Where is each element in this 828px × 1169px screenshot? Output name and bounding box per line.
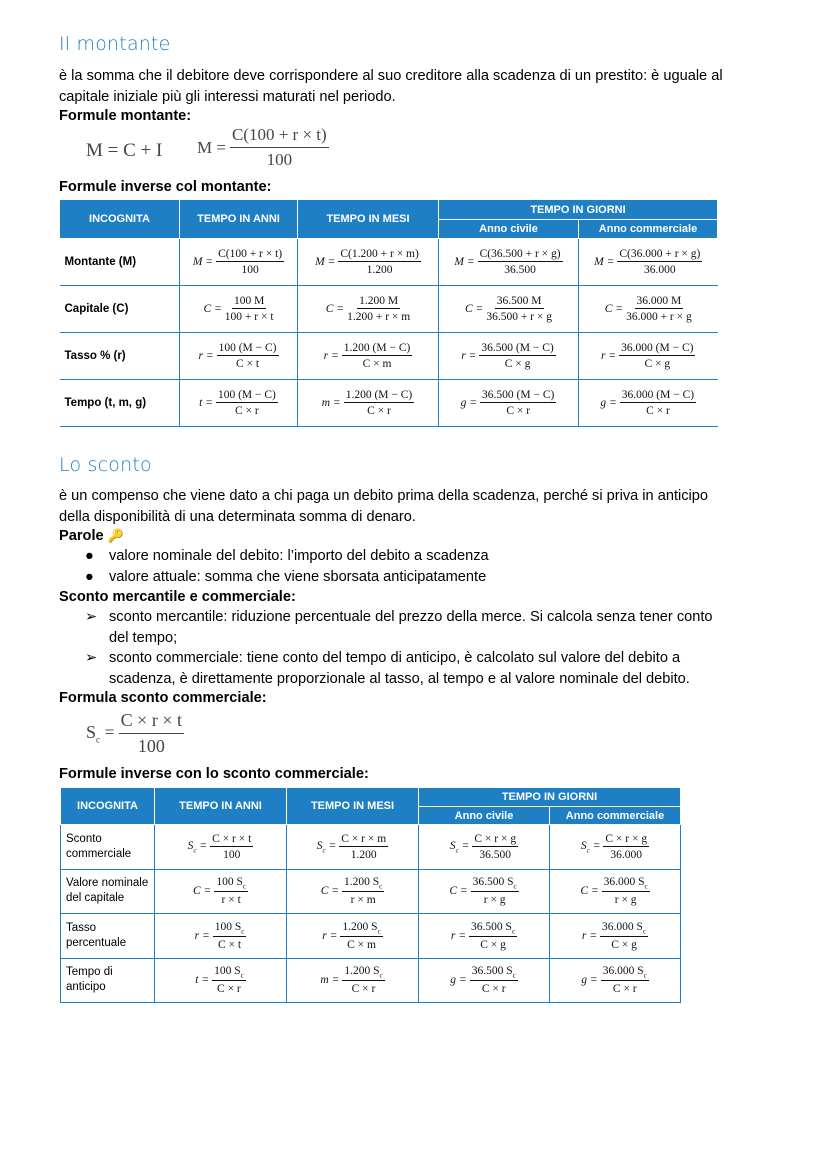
table-row [61,869,681,914]
merc-list [85,607,729,689]
formula-den: r × g [614,894,637,907]
formula-den: C × t [236,358,260,370]
table-montante [59,199,718,427]
formula-frac [469,921,517,951]
formula-lhs: $S_c$ = [449,839,470,854]
inverse-montante-label: Formule inverse col montante: [59,179,272,195]
formula-frac [216,248,284,276]
formula-num: 36.500 $S_c$ [472,876,517,891]
formula-lhs: r = [323,350,339,362]
formula [193,876,248,906]
row-label [61,869,155,914]
formula [324,342,413,370]
formula-num: 100 (M − C) [217,389,276,401]
parole-text: Parole [59,528,104,544]
formula-lhs: $S_c$ = [316,839,337,854]
formula-sconto [86,710,184,757]
formula-cell [287,825,419,870]
formula-num: 1.200 (M − C) [343,342,411,354]
formula-cell [180,286,298,333]
formula-lhs: m = [320,974,340,987]
table-row [61,825,681,870]
formula-num: C × r × t [212,832,252,845]
formula-cell [180,380,298,427]
formula [199,389,278,417]
formula-den: 100 [241,264,259,276]
formula [326,295,410,323]
th-mesi: TEMPO IN MESI [298,200,439,239]
table-row [60,286,718,333]
formula-frac [342,965,384,995]
formula [594,248,702,276]
formula-cell [439,286,579,333]
th-anno-civile: Anno civile [439,220,579,239]
formula-lhs: $S_c$ = [580,839,601,854]
formula-lhs: C = [325,303,345,315]
table-row [61,958,681,1003]
formula-lhs: r = [581,929,598,942]
formula-num: 36.500 M [496,295,542,307]
th-incognita: INCOGNITA [61,788,155,825]
formula-cell [579,380,718,427]
formula-frac [212,965,246,995]
formula [198,342,278,370]
formula-cell [287,958,419,1003]
formula [465,295,552,323]
formula-den: 36.500 [504,264,536,276]
row-label: Capitale (C) [60,286,180,333]
formula [321,876,385,906]
section-title-sconto: Lo sconto [59,454,152,476]
formula-cell [419,825,550,870]
table-row [60,380,718,427]
formula-cell [155,958,287,1003]
formula-den: C × r [367,405,391,417]
formula [203,295,273,323]
bullet-icon: ● [85,548,94,564]
formula-frac [340,921,382,951]
formula-num: C(100 + r × t) [230,125,329,148]
formula-num: 36.000 $S_c$ [603,876,648,891]
formula-lhs: C = [320,885,340,898]
formula-cell [579,333,718,380]
key-icon: 🔑 [107,528,124,543]
formula-frac [344,389,415,417]
formule-montante-label: Formule montante: [59,108,192,124]
th-anno-commerciale: Anno commerciale [579,220,718,239]
formula-num: 1.200 $S_c$ [344,876,383,891]
row-label-line: anticipo [66,981,106,994]
formula-den: 100 [137,736,165,756]
formula-frac [470,965,518,995]
formula-den: C × r [481,983,506,996]
formula-cell [180,333,298,380]
formula-lhs: M = [454,256,475,268]
formula [605,295,692,323]
th-anno-civile: Anno civile [419,807,550,825]
formula-num: C(36.500 + r × g) [479,248,561,260]
formula-den: 100 [223,848,241,861]
formula [188,833,254,861]
formula-num: C × r × g [605,832,648,845]
table-sconto [60,787,681,1003]
formula [450,833,518,861]
formula-den: 1.200 [366,264,393,276]
formula-num: 100 $S_c$ [216,876,246,891]
formula-num: C(100 + r × t) [218,248,283,260]
formula-den: C × r [351,983,376,996]
formula-num: 1.200 (M − C) [345,389,413,401]
formula-num: C(36.000 + r × g) [619,248,701,260]
formula-lhs: r = [194,929,210,942]
formula-den: 1.200 + r × m [347,311,411,323]
formula [195,965,245,995]
formula-num: 36.000 M [636,295,682,307]
formula-lhs: r = [461,350,477,362]
montante-intro: è la somma che il debitore deve corrispondere al suo creditore alla scadenza di un prestito: è uguale al capitale iniziale più gli interessi maturati nel periodo. [59,68,723,105]
row-label: Tempo (t, m, g) [60,380,180,427]
formula-cell [419,914,550,959]
row-label-line: del capitale [66,892,125,905]
th-anni: TEMPO IN ANNI [180,200,298,239]
formula-lhs: g = [600,397,617,409]
formula [580,876,649,906]
formula-cell [439,239,579,286]
formula-den: C × t [218,938,242,951]
formula-lhs: C = [203,303,222,315]
section-title-montante: Il montante [59,33,171,55]
formula-lhs: r = [322,929,338,942]
formula-den: r × t [221,894,241,907]
formula-lhs: M = [594,256,615,268]
formula-cell [287,869,419,914]
formula [454,248,562,276]
formula-den: 36.000 + r × g [626,311,692,323]
formula-num: C × r × m [341,832,387,845]
formula-lhs: C = [449,885,468,898]
formula [322,921,382,951]
formula-den: 100 + r × t [224,311,274,323]
th-giorni: TEMPO IN GIORNI [419,788,681,807]
formula-cell [298,333,439,380]
formula-lhs: r = [450,929,467,942]
formula-den: C × m [347,938,376,951]
formula-frac [342,342,413,370]
formula-lhs: $S_c$ = [86,722,115,745]
formula-frac [210,833,253,861]
bullet-icon: ● [85,568,94,585]
formula-frac [213,921,247,951]
list-item: ➢ sconto mercantile: riduzione percentuale del prezzo della merce. Si calcola senza tener conto del tempo; [85,609,713,646]
formula-den: r × g [483,894,506,907]
formula [317,833,388,861]
formula-cell [550,869,681,914]
formula [581,833,649,861]
formula-cell [298,286,439,333]
formula-montante-simple: M = C + I [86,140,163,161]
formula [193,248,284,276]
formula-lhs: m = [321,397,341,409]
formula-frac [486,295,552,323]
th-incognita: INCOGNITA [60,200,180,239]
formula-sconto-label: Formula sconto commerciale: [59,690,267,706]
formula [451,921,517,951]
formula-den: C × r [506,405,531,417]
formula-num: 100 $S_c$ [214,920,245,935]
formula-cell [155,914,287,959]
formula [600,389,696,417]
formula-frac [216,389,278,417]
formula-lhs: C = [465,303,484,315]
table-row [61,914,681,959]
formula [320,965,384,995]
row-label-line: commerciale [66,847,132,860]
arrow-bullet-icon: ➢ [85,609,98,625]
formula [315,248,421,276]
formula-frac [119,710,184,757]
formula-den: C × g [504,358,531,370]
formula-frac [225,295,274,323]
formula-den: C × r [646,405,670,417]
formula-cell [550,914,681,959]
sconto-intro: è un compenso che viene dato a chi paga un debito prima della scadenza, perché si priva in anticipo della disponibilità di una determinata somma di denaro. [59,488,709,525]
formula-frac [471,876,519,906]
formula-frac [479,342,555,370]
formula-frac [603,833,649,861]
formula-cell [550,825,681,870]
formula-frac [600,921,648,951]
formula-num: C × r × t [119,710,184,734]
formula-cell [419,958,550,1003]
formula-den: C × r [612,983,637,996]
formula-cell [579,239,718,286]
row-label: Tasso % (r) [60,333,180,380]
parole-label [59,526,124,546]
formula-cell [550,958,681,1003]
list-item: ● valore nominale del debito: l’importo del debito a scadenza [109,546,489,567]
formula-lhs: r = [198,350,214,362]
formula-num: 1.200 $S_c$ [344,965,383,980]
formula-num: 100 M [233,295,265,307]
formula-den: 36.000 [644,264,676,276]
formula-num: 36.000 $S_c$ [602,920,647,935]
formula-num: 36.000 (M − C) [621,389,695,401]
row-label-line: Valore nominale [66,877,149,890]
formula [322,389,415,417]
formula-num: 36.500 $S_c$ [471,965,516,980]
formula [195,921,247,951]
formula-den: 1.200 [350,848,377,861]
formula-den: 100 [266,150,293,169]
formula-montante-fraction [197,125,329,170]
formula-num: 100 $S_c$ [214,965,244,980]
formula-frac [602,876,650,906]
row-label-line: Tempo di [66,966,113,979]
formula-num: 1.200 M [359,295,399,307]
formula [582,921,648,951]
formula-frac [617,248,702,276]
formula-num: 36.500 (M − C) [481,342,554,354]
sconto-merc-label: Sconto mercantile e commerciale: [59,589,296,605]
formula-cell [579,286,718,333]
formula-den: C × r [235,405,259,417]
table-row [60,239,718,286]
formula-frac [339,833,388,861]
formula-lhs: t = [199,397,213,409]
formula-cell [155,869,287,914]
formula-frac [342,876,384,906]
formula-frac [217,342,279,370]
row-label [61,825,155,870]
formula-cell [155,825,287,870]
list-item: ● valore attuale: somma che viene sborsata anticipatamente [109,567,489,588]
parole-list [85,546,489,587]
formula-lhs: $S_c$ = [187,839,208,854]
formula-frac [230,125,329,170]
row-label: Montante (M) [60,239,180,286]
formula-den: C × g [480,938,506,951]
row-label-line: Sconto [66,832,102,845]
formula-den: r × m [350,894,376,907]
formula-cell [298,380,439,427]
formula-den: 36.500 [479,848,512,861]
th-anni: TEMPO IN ANNI [155,788,287,825]
row-label-line: percentuale [66,936,127,949]
formula [450,965,517,995]
formula-frac [480,389,556,417]
formula-den: C × m [362,358,392,370]
row-label [61,958,155,1003]
formula [601,342,695,370]
formula-frac [620,389,696,417]
formula-lhs: M = [192,256,214,268]
formula-lhs: g = [581,974,598,987]
formula-frac [347,295,410,323]
formula-den: 36.000 [610,848,643,861]
formula [461,389,557,417]
formula-cell [439,380,579,427]
formula-frac [338,248,420,276]
formula-lhs: M = [197,137,226,157]
formula-den: 36.500 + r × g [486,311,552,323]
formula-den: C × g [644,358,671,370]
formula-lhs: g = [460,397,478,409]
row-label [61,914,155,959]
formula-cell [180,239,298,286]
formula-lhs: C = [193,885,212,898]
formula [449,876,518,906]
formula [581,965,648,995]
formula-cell [439,333,579,380]
formula-frac [619,342,695,370]
table-row [60,333,718,380]
formula-num: 36.000 $S_c$ [602,965,647,980]
formula-lhs: C = [580,885,599,898]
formula-frac [626,295,692,323]
formula-num: C(1.200 + r × m) [340,248,419,260]
formula-cell [287,914,419,959]
formula-lhs: t = [195,974,210,987]
formula-lhs: g = [450,974,467,987]
formula-num: 36.500 $S_c$ [471,920,516,935]
formula-cell [298,239,439,286]
formula-num: 36.000 (M − C) [621,342,694,354]
inverse-sconto-label: Formule inverse con lo sconto commerciale: [59,766,369,782]
th-giorni: TEMPO IN GIORNI [439,200,718,220]
formula-lhs: r = [601,350,617,362]
formula-lhs: C = [604,303,624,315]
list-item: ➢ sconto commerciale: tiene conto del tempo di anticipo, è calcolato sul valore del debito a scadenza, è direttamente proporzionale al tasso, al tempo e al valore nominale del debito. [85,650,690,687]
formula-frac [478,248,563,276]
formula-den: C × r [217,983,241,996]
formula [461,342,555,370]
row-label-line: Tasso [66,921,97,934]
formula-frac [472,833,518,861]
formula-num: C × r × g [474,832,517,845]
formula-num: 1.200 $S_c$ [342,920,381,935]
arrow-bullet-icon: ➢ [85,650,98,666]
formula-cell [419,869,550,914]
th-mesi: TEMPO IN MESI [287,788,419,825]
formula-num: 36.500 (M − C) [482,389,555,401]
formula-num: 100 (M − C) [218,342,277,354]
formula-den: C × g [611,938,637,951]
formula-frac [601,965,649,995]
formula-lhs: M = [315,256,336,268]
th-anno-commerciale: Anno commerciale [550,807,681,825]
formula-frac [214,876,248,906]
